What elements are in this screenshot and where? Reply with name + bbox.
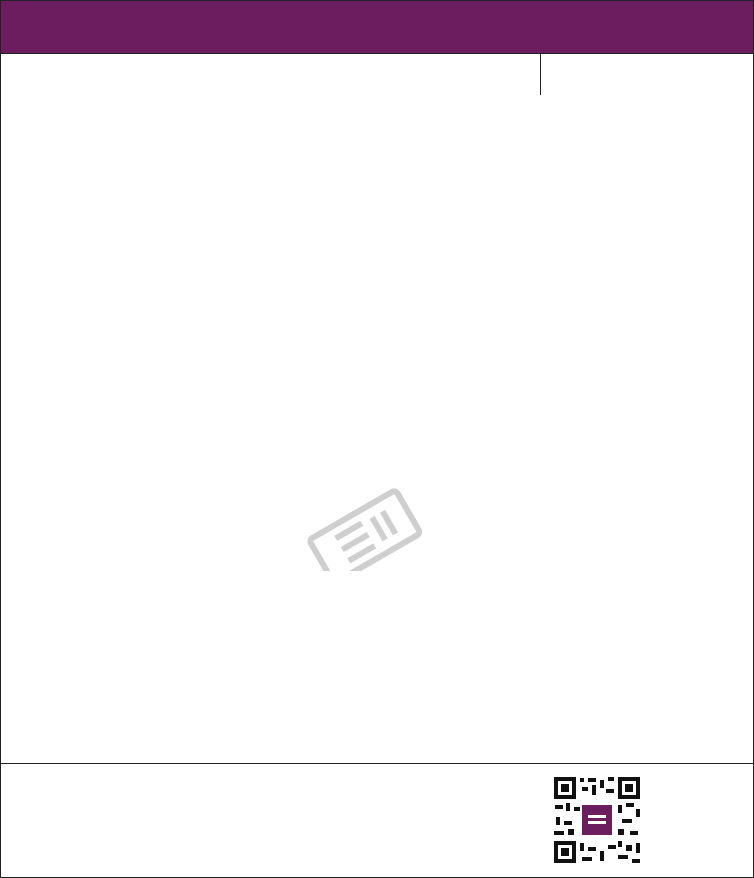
table-header-row — [1, 53, 753, 95]
watermark — [287, 331, 607, 571]
column-header-location — [540, 54, 753, 95]
esm-logo-icon — [287, 331, 607, 571]
table-footer — [1, 763, 753, 877]
column-header-name — [1, 54, 540, 95]
qr-code-icon — [552, 775, 642, 865]
page-title — [1, 1, 753, 53]
